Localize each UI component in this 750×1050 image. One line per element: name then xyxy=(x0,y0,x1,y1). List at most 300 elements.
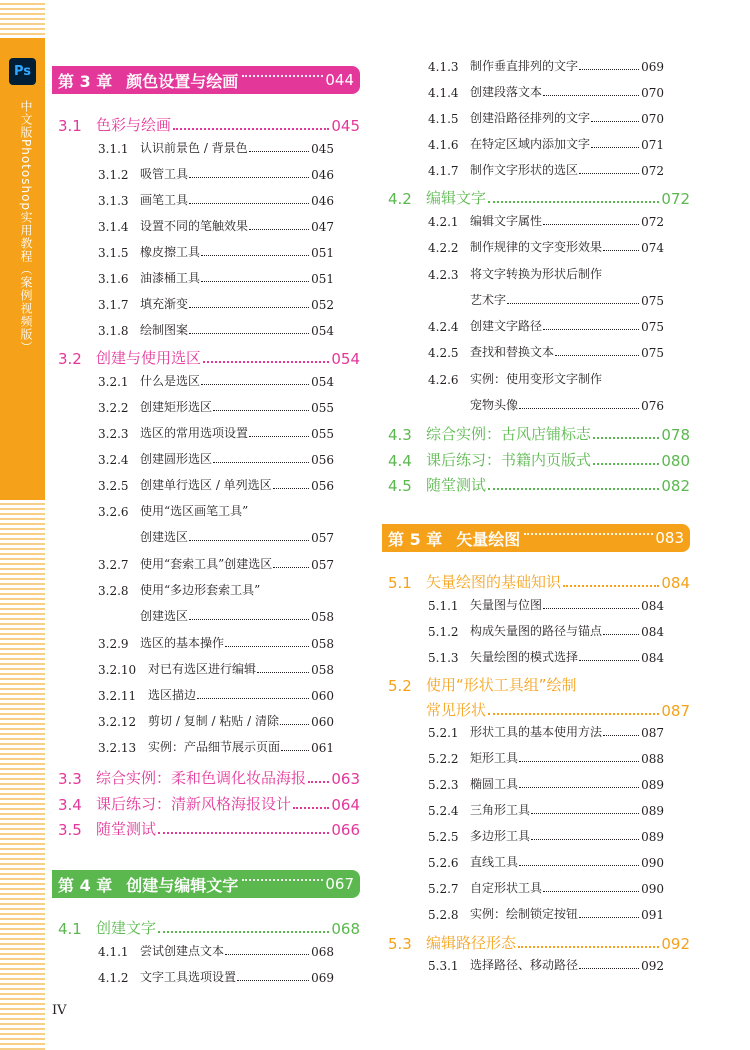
entry-number: 3.1.8 xyxy=(98,324,129,338)
leader-dots xyxy=(579,173,639,174)
leader-dots xyxy=(524,533,653,535)
entry-title: 实例：产品细节展示页面 xyxy=(148,740,281,754)
leader-dots xyxy=(281,750,309,751)
leader-dots xyxy=(225,954,309,955)
section-5-2[interactable] xyxy=(382,671,690,695)
entry-title: 创建单行选区 / 单列选区 xyxy=(140,478,272,492)
entry-number: 4.1.2 xyxy=(98,971,129,985)
entry-number: 3.2.8 xyxy=(98,584,129,598)
chapter-title: 颜色设置与绘画 xyxy=(126,71,239,91)
leader-dots xyxy=(593,463,659,465)
section-page: 078 xyxy=(661,426,690,444)
entry-page: 075 xyxy=(641,320,664,334)
entry-title: 对已有选区进行编辑 xyxy=(148,662,257,676)
entry-number: 3.1.3 xyxy=(98,194,129,208)
section-number: 3.2 xyxy=(58,350,82,368)
entry-title: 制作文字形状的选区 xyxy=(470,163,579,177)
entry-title: 创建文字路径 xyxy=(470,319,543,333)
toc-entry[interactable] xyxy=(98,292,334,312)
section-page: 045 xyxy=(331,117,360,135)
toc-entry[interactable] xyxy=(98,136,334,156)
toc-entry-continued[interactable] xyxy=(428,393,664,413)
entry-title: 查找和替换文本 xyxy=(470,345,555,359)
leader-dots xyxy=(242,75,323,77)
section-4-3[interactable] xyxy=(382,420,690,444)
leader-dots xyxy=(555,355,639,356)
entry-title: 实例：使用变形文字制作 xyxy=(470,372,603,386)
entry-number: 5.2.3 xyxy=(428,778,459,792)
toc-entry[interactable] xyxy=(428,824,664,844)
entry-title: 构成矢量图的路径与锚点 xyxy=(470,624,603,638)
leader-dots xyxy=(579,69,639,70)
chapter-number: 第 4 章 xyxy=(58,875,113,895)
toc-entry[interactable] xyxy=(98,162,334,182)
entry-title: 绘制图案 xyxy=(140,323,189,337)
entry-title: 自定形状工具 xyxy=(470,881,543,895)
section-3-4[interactable] xyxy=(52,790,360,814)
entry-number: 3.2.9 xyxy=(98,637,129,651)
toc-entry[interactable] xyxy=(98,188,334,208)
toc-entry[interactable] xyxy=(428,132,664,152)
toc-entry[interactable] xyxy=(98,631,334,651)
section-4-4[interactable] xyxy=(382,446,690,470)
toc-entry[interactable] xyxy=(428,645,664,665)
entry-title: 使用“多边形套索工具” xyxy=(140,583,261,597)
entry-number: 4.2.1 xyxy=(428,215,459,229)
leader-dots xyxy=(308,781,329,783)
leader-dots xyxy=(197,698,309,699)
entry-title: 什么是选区 xyxy=(140,374,201,388)
leader-dots xyxy=(249,229,309,230)
chapter-page: 067 xyxy=(325,875,354,893)
entry-page: 070 xyxy=(641,86,664,100)
toc-entry[interactable] xyxy=(428,876,664,896)
entry-number: 5.2.1 xyxy=(428,726,459,740)
entry-number: 5.1.3 xyxy=(428,651,459,665)
toc-entry[interactable] xyxy=(98,657,334,677)
leader-dots xyxy=(519,761,639,762)
leader-dots xyxy=(158,832,329,834)
entry-page: 057 xyxy=(311,558,334,572)
leader-dots xyxy=(579,917,639,918)
entry-number: 4.1.5 xyxy=(428,112,459,126)
leader-dots xyxy=(293,807,329,809)
toc-entry[interactable] xyxy=(98,499,334,519)
leader-dots xyxy=(201,384,309,385)
section-title: 矢量绘图的基础知识 xyxy=(426,573,562,591)
chapter-number: 第 3 章 xyxy=(58,71,113,91)
chapter-5-heading[interactable] xyxy=(382,524,690,552)
entry-page: 058 xyxy=(311,663,334,677)
entry-title: 矢量图与位图 xyxy=(470,598,543,612)
leader-dots xyxy=(543,608,639,609)
entry-page: 084 xyxy=(641,625,664,639)
toc-entry[interactable] xyxy=(98,369,334,389)
section-3-2[interactable] xyxy=(52,344,360,368)
entry-number: 3.2.4 xyxy=(98,453,129,467)
toc-entry[interactable] xyxy=(428,367,664,387)
section-number: 4.2 xyxy=(388,190,412,208)
entry-page: 051 xyxy=(311,272,334,286)
toc-entry[interactable] xyxy=(428,746,664,766)
toc-entry[interactable] xyxy=(428,720,664,740)
entry-page: 092 xyxy=(641,959,664,973)
section-number: 4.4 xyxy=(388,452,412,470)
entry-number: 4.1.3 xyxy=(428,60,459,74)
leader-dots xyxy=(603,634,639,635)
section-page: 068 xyxy=(331,920,360,938)
entry-page: 091 xyxy=(641,908,664,922)
entry-page: 054 xyxy=(311,375,334,389)
entry-page: 089 xyxy=(641,778,664,792)
entry-title: 制作规律的文字变形效果 xyxy=(470,240,603,254)
entry-number: 3.1.7 xyxy=(98,298,129,312)
section-number: 3.4 xyxy=(58,796,82,814)
toc-entry[interactable] xyxy=(98,395,334,415)
entry-page: 055 xyxy=(311,427,334,441)
leader-dots xyxy=(213,410,309,411)
entry-page: 046 xyxy=(311,194,334,208)
toc-entry[interactable] xyxy=(428,798,664,818)
entry-page: 057 xyxy=(311,531,334,545)
toc-entry[interactable] xyxy=(428,106,664,126)
entry-title: 选择路径、移动路径 xyxy=(470,958,579,972)
entry-number: 3.2.11 xyxy=(98,689,137,703)
toc-entry[interactable] xyxy=(98,318,334,338)
toc-entry[interactable] xyxy=(98,421,334,441)
toc-entry[interactable] xyxy=(428,593,664,613)
leader-dots xyxy=(579,968,639,969)
entry-title: 认识前景色 / 背景色 xyxy=(140,141,248,155)
entry-page: 069 xyxy=(311,971,334,985)
entry-number: 3.2.13 xyxy=(98,741,137,755)
leader-dots xyxy=(273,567,309,568)
entry-title: 填充渐变 xyxy=(140,297,189,311)
entry-title: 选区的基本操作 xyxy=(140,636,225,650)
section-page: 064 xyxy=(331,796,360,814)
section-number: 3.5 xyxy=(58,821,82,839)
entry-title: 使用“套索工具”创建选区 xyxy=(140,557,273,571)
leader-dots xyxy=(189,333,309,334)
leader-dots xyxy=(273,488,309,489)
entry-title: 艺术字 xyxy=(470,293,507,307)
entry-number: 5.2.2 xyxy=(428,752,459,766)
entry-title: 创建选区 xyxy=(140,609,189,623)
toc-entry[interactable] xyxy=(428,80,664,100)
section-title: 编辑路径形态 xyxy=(426,934,517,952)
leader-dots xyxy=(563,585,659,587)
leader-dots xyxy=(225,646,309,647)
entry-title: 文字工具选项设置 xyxy=(140,970,237,984)
entry-number: 4.2.5 xyxy=(428,346,459,360)
section-title: 创建与使用选区 xyxy=(96,349,202,367)
leader-dots xyxy=(531,813,639,814)
section-page: 084 xyxy=(661,574,690,592)
entry-page: 054 xyxy=(311,324,334,338)
entry-title: 剪切 / 复制 / 粘贴 / 清除 xyxy=(148,714,280,728)
entry-number: 5.2.6 xyxy=(428,856,459,870)
entry-number: 3.2.5 xyxy=(98,479,129,493)
chapter-4-heading[interactable] xyxy=(52,870,360,898)
entry-page: 076 xyxy=(641,399,664,413)
toc-entry[interactable] xyxy=(98,240,334,260)
toc-entry[interactable] xyxy=(98,735,334,755)
leader-dots xyxy=(158,931,329,933)
entry-page: 090 xyxy=(641,882,664,896)
toc-entry-continued[interactable] xyxy=(428,288,664,308)
leader-dots xyxy=(507,303,639,304)
entry-title: 选区的常用选项设置 xyxy=(140,426,249,440)
entry-title: 画笔工具 xyxy=(140,193,189,207)
leader-dots xyxy=(488,713,659,715)
entry-number: 5.2.5 xyxy=(428,830,459,844)
entry-number: 5.1.1 xyxy=(428,599,459,613)
entry-page: 068 xyxy=(311,945,334,959)
leader-dots xyxy=(189,619,309,620)
entry-title: 创建段落文本 xyxy=(470,85,543,99)
section-number: 4.5 xyxy=(388,477,412,495)
leader-dots xyxy=(488,201,659,203)
entry-page: 069 xyxy=(641,60,664,74)
photoshop-logo-icon: Ps xyxy=(9,58,36,85)
leader-dots xyxy=(280,724,309,725)
leader-dots xyxy=(488,488,659,490)
leader-dots xyxy=(603,250,639,251)
leader-dots xyxy=(213,462,309,463)
section-title: 课后练习：书籍内页版式 xyxy=(426,451,592,469)
entry-number: 4.1.7 xyxy=(428,164,459,178)
section-3-3[interactable] xyxy=(52,764,360,788)
section-4-1[interactable] xyxy=(52,914,360,938)
section-number: 4.1 xyxy=(58,920,82,938)
leader-dots xyxy=(237,980,309,981)
toc-entry[interactable] xyxy=(98,578,334,598)
page-number: IV xyxy=(52,1003,67,1018)
chapter-page: 044 xyxy=(325,71,354,89)
entry-title: 橡皮擦工具 xyxy=(140,245,201,259)
entry-number: 3.1.2 xyxy=(98,168,129,182)
entry-page: 074 xyxy=(641,241,664,255)
section-4-5[interactable] xyxy=(382,471,690,495)
entry-page: 060 xyxy=(311,689,334,703)
entry-number: 3.1.5 xyxy=(98,246,129,260)
section-page: 066 xyxy=(331,821,360,839)
entry-title: 设置不同的笔触效果 xyxy=(140,219,249,233)
entry-number: 4.1.4 xyxy=(428,86,459,100)
leader-dots xyxy=(519,865,639,866)
leader-dots xyxy=(173,128,329,130)
section-title: 创建文字 xyxy=(96,919,157,937)
entry-page: 058 xyxy=(311,637,334,651)
section-title: 综合实例：柔和色调化妆品海报 xyxy=(96,769,307,787)
section-title: 随堂测试 xyxy=(426,476,487,494)
entry-page: 072 xyxy=(641,215,664,229)
entry-number: 5.3.1 xyxy=(428,959,459,973)
entry-number: 3.2.3 xyxy=(98,427,129,441)
toc-entry[interactable] xyxy=(98,552,334,572)
toc-entry[interactable] xyxy=(428,902,664,922)
chapter-page: 083 xyxy=(655,529,684,547)
entry-title: 油漆桶工具 xyxy=(140,271,201,285)
entry-page: 058 xyxy=(311,610,334,624)
toc-entry[interactable] xyxy=(98,965,334,985)
toc-entry[interactable] xyxy=(428,340,664,360)
leader-dots xyxy=(579,660,639,661)
entry-title: 使用“选区画笔工具” xyxy=(140,504,249,518)
leader-dots xyxy=(593,437,659,439)
entry-page: 052 xyxy=(311,298,334,312)
entry-page: 089 xyxy=(641,830,664,844)
entry-title: 将文字转换为形状后制作 xyxy=(470,267,603,281)
toc-entry[interactable] xyxy=(428,209,664,229)
toc-entry[interactable] xyxy=(98,447,334,467)
entry-number: 3.1.6 xyxy=(98,272,129,286)
entry-number: 4.2.2 xyxy=(428,241,459,255)
leader-dots xyxy=(591,147,639,148)
entry-page: 084 xyxy=(641,651,664,665)
section-3-5[interactable] xyxy=(52,815,360,839)
entry-number: 3.1.1 xyxy=(98,142,129,156)
entry-title: 实例：绘制锁定按钮 xyxy=(470,907,579,921)
entry-number: 5.2.4 xyxy=(428,804,459,818)
entry-title: 创建矩形选区 xyxy=(140,400,213,414)
entry-number: 4.1.6 xyxy=(428,138,459,152)
entry-page: 071 xyxy=(641,138,664,152)
chapter-number: 第 5 章 xyxy=(388,529,443,549)
chapter-title: 创建与编辑文字 xyxy=(126,875,239,895)
entry-title: 吸管工具 xyxy=(140,167,189,181)
section-page: 087 xyxy=(661,702,690,720)
entry-title: 矢量绘图的模式选择 xyxy=(470,650,579,664)
leader-dots xyxy=(591,121,639,122)
section-page: 063 xyxy=(331,770,360,788)
section-5-2-continued[interactable] xyxy=(382,696,690,720)
entry-page: 056 xyxy=(311,453,334,467)
chapter-title: 矢量绘图 xyxy=(456,529,521,549)
section-number: 3.3 xyxy=(58,770,82,788)
entry-page: 087 xyxy=(641,726,664,740)
section-4-2[interactable] xyxy=(382,184,690,208)
entry-number: 3.2.1 xyxy=(98,375,129,389)
section-number: 5.3 xyxy=(388,935,412,953)
entry-page: 075 xyxy=(641,346,664,360)
entry-page: 047 xyxy=(311,220,334,234)
entry-number: 3.2.2 xyxy=(98,401,129,415)
entry-title: 制作垂直排列的文字 xyxy=(470,59,579,73)
toc-entry[interactable] xyxy=(428,772,664,792)
section-title: 使用“形状工具组”绘制 xyxy=(426,676,577,694)
toc-entry[interactable] xyxy=(98,214,334,234)
leader-dots xyxy=(603,735,639,736)
entry-number: 3.2.10 xyxy=(98,663,137,677)
entry-title: 创建圆形选区 xyxy=(140,452,213,466)
entry-number: 5.2.8 xyxy=(428,908,459,922)
entry-page: 051 xyxy=(311,246,334,260)
entry-title: 矩形工具 xyxy=(470,751,519,765)
toc-entry-continued[interactable] xyxy=(98,604,334,624)
leader-dots xyxy=(189,307,309,308)
entry-number: 3.1.4 xyxy=(98,220,129,234)
toc-entry[interactable] xyxy=(428,850,664,870)
toc-entry[interactable] xyxy=(98,266,334,286)
entry-title: 形状工具的基本使用方法 xyxy=(470,725,603,739)
entry-page: 075 xyxy=(641,294,664,308)
section-title: 课后练习：清新风格海报设计 xyxy=(96,795,292,813)
leader-dots xyxy=(519,408,639,409)
section-page: 080 xyxy=(661,452,690,470)
chapter-3-heading[interactable] xyxy=(52,66,360,94)
section-3-1[interactable] xyxy=(52,111,360,135)
section-title: 常见形状 xyxy=(426,701,487,719)
entry-title: 选区描边 xyxy=(148,688,197,702)
entry-number: 4.2.3 xyxy=(428,268,459,282)
leader-dots xyxy=(543,224,639,225)
leader-dots xyxy=(189,540,309,541)
entry-page: 061 xyxy=(311,741,334,755)
toc-entry-continued[interactable] xyxy=(98,525,334,545)
entry-number: 4.2.4 xyxy=(428,320,459,334)
toc-entry[interactable] xyxy=(428,953,664,973)
leader-dots xyxy=(203,361,329,363)
toc-entry[interactable] xyxy=(428,235,664,255)
entry-title: 在特定区域内添加文字 xyxy=(470,137,591,151)
toc-entry[interactable] xyxy=(98,939,334,959)
entry-page: 045 xyxy=(311,142,334,156)
entry-title: 创建沿路径排列的文字 xyxy=(470,111,591,125)
entry-title: 三角形工具 xyxy=(470,803,531,817)
entry-number: 3.2.7 xyxy=(98,558,129,572)
section-number: 5.2 xyxy=(388,677,412,695)
entry-page: 055 xyxy=(311,401,334,415)
entry-number: 5.1.2 xyxy=(428,625,459,639)
leader-dots xyxy=(249,436,309,437)
leader-dots xyxy=(249,151,309,152)
section-5-3[interactable] xyxy=(382,929,690,953)
entry-number: 3.2.6 xyxy=(98,505,129,519)
entry-number: 4.2.6 xyxy=(428,373,459,387)
book-title: 中文版Photoshop实用教程（案例视频版） xyxy=(19,100,33,355)
section-number: 5.1 xyxy=(388,574,412,592)
leader-dots xyxy=(543,891,639,892)
toc-entry[interactable] xyxy=(98,709,334,729)
leader-dots xyxy=(189,177,309,178)
section-page: 082 xyxy=(661,477,690,495)
entry-page: 089 xyxy=(641,804,664,818)
section-page: 072 xyxy=(661,190,690,208)
entry-title: 椭圆工具 xyxy=(470,777,519,791)
section-page: 054 xyxy=(331,350,360,368)
leader-dots xyxy=(189,203,309,204)
toc-entry[interactable] xyxy=(98,683,334,703)
entry-title: 宠物头像 xyxy=(470,398,519,412)
entry-title: 尝试创建点文本 xyxy=(140,944,225,958)
leader-dots xyxy=(257,672,309,673)
toc-entry[interactable] xyxy=(428,314,664,334)
leader-dots xyxy=(531,839,639,840)
section-title: 编辑文字 xyxy=(426,189,487,207)
toc-entry[interactable] xyxy=(428,158,664,178)
toc-entry[interactable] xyxy=(98,473,334,493)
leader-dots xyxy=(519,787,639,788)
toc-entry[interactable] xyxy=(428,619,664,639)
entry-page: 084 xyxy=(641,599,664,613)
toc-entry[interactable] xyxy=(428,262,664,282)
entry-page: 090 xyxy=(641,856,664,870)
section-5-1[interactable] xyxy=(382,568,690,592)
entry-page: 070 xyxy=(641,112,664,126)
entry-title: 编辑文字属性 xyxy=(470,214,543,228)
toc-entry[interactable] xyxy=(428,54,664,74)
